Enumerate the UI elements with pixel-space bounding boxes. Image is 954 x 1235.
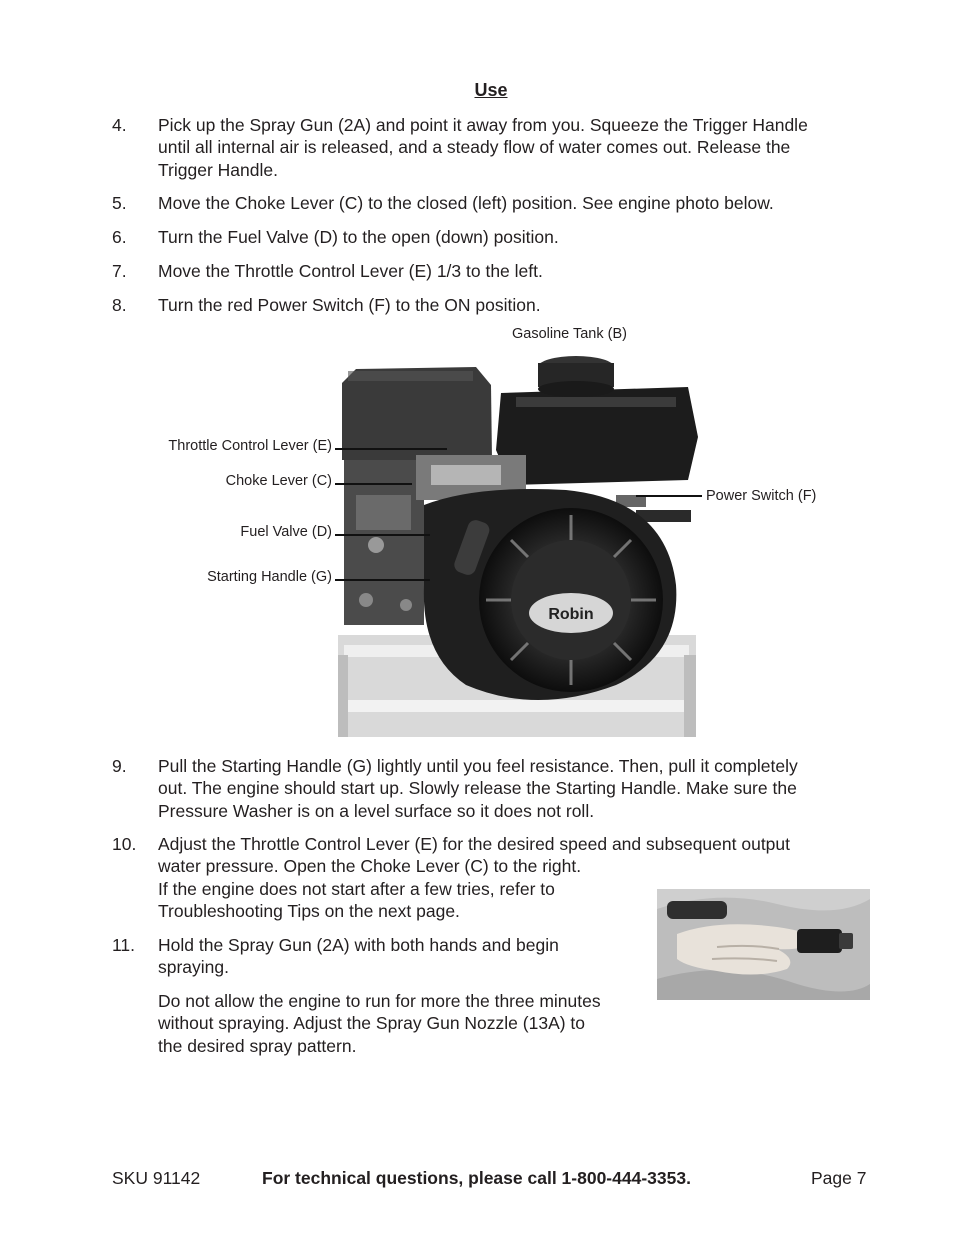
step-line: Turn the Fuel Valve (D) to the open (down) position. xyxy=(158,227,559,247)
step-line: Move the Throttle Control Lever (E) 1/3 to the left. xyxy=(158,261,543,281)
label-power-switch: Power Switch (F) xyxy=(706,488,817,504)
step-number: 7. xyxy=(112,261,127,281)
footer-contact: For technical questions, please call 1-800-444-3353. xyxy=(262,1168,691,1188)
step-line: Pressure Washer is on a level surface so it does not roll. xyxy=(158,800,595,821)
step-11-note xyxy=(112,990,642,1060)
label-gasoline-tank: Gasoline Tank (B) xyxy=(512,326,627,342)
section-title: Use xyxy=(474,80,508,100)
step-6 xyxy=(112,226,872,250)
step-7 xyxy=(112,260,872,284)
step-number: 9. xyxy=(112,756,127,776)
engine-photo xyxy=(336,355,700,740)
step-8 xyxy=(112,294,872,318)
step-number: 8. xyxy=(112,295,127,315)
step-line: Troubleshooting Tips on the next page. xyxy=(158,900,460,921)
step-line: If the engine does not start after a few tries, refer to xyxy=(158,878,555,899)
step-line: spraying. xyxy=(158,957,230,978)
note-line: Do not allow the engine to run for more the three minutes xyxy=(158,991,601,1011)
step-number: 4. xyxy=(112,115,127,135)
step-number: 5. xyxy=(112,193,127,213)
spray-gun-hand-photo xyxy=(657,889,870,1000)
step-line: Turn the red Power Switch (F) to the ON position. xyxy=(158,295,541,315)
step-number: 6. xyxy=(112,227,127,247)
step-4 xyxy=(112,114,872,184)
label-starting-handle: Starting Handle (G) xyxy=(207,569,332,585)
engine-brand-mark: Robin xyxy=(548,606,594,623)
step-line: out. The engine should start up. Slowly release the Starting Handle. Make sure the xyxy=(158,778,797,799)
footer-sku: SKU 91142 xyxy=(112,1168,201,1188)
footer-page-number: Page 7 xyxy=(811,1168,867,1188)
step-line: Adjust the Throttle Control Lever (E) for the desired speed and subsequent output xyxy=(158,834,791,854)
step-number: 11. xyxy=(112,935,136,955)
step-line: water pressure. Open the Choke Lever (C) to the right. xyxy=(158,856,582,877)
label-choke-lever: Choke Lever (C) xyxy=(225,473,332,489)
step-line: Pull the Starting Handle (G) lightly until you feel resistance. Then, pull it completely xyxy=(158,756,798,776)
step-5 xyxy=(112,192,872,216)
step-line: Hold the Spray Gun (2A) with both hands and begin xyxy=(158,935,559,955)
label-fuel-valve: Fuel Valve (D) xyxy=(240,524,332,540)
step-number: 10. xyxy=(112,834,137,854)
leader-line-power-switch xyxy=(636,495,702,497)
step-line: Pick up the Spray Gun (2A) and point it away from you. Squeeze the Trigger Handle xyxy=(158,115,808,135)
label-throttle-control-lever: Throttle Control Lever (E) xyxy=(168,438,332,454)
leader-line-throttle xyxy=(335,448,447,450)
leader-line-fuel-valve xyxy=(335,534,430,536)
step-line: until all internal air is released, and a steady flow of water comes out. Release the xyxy=(158,137,791,158)
leader-line-choke xyxy=(335,483,412,485)
step-9 xyxy=(112,755,872,825)
step-line: Trigger Handle. xyxy=(158,159,278,180)
step-11 xyxy=(112,934,632,982)
note-line: the desired spray pattern. xyxy=(158,1035,357,1056)
step-line: Move the Choke Lever (C) to the closed (left) position. See engine photo below. xyxy=(158,193,774,213)
note-line: without spraying. Adjust the Spray Gun Nozzle (13A) to xyxy=(158,1013,586,1034)
leader-line-starting-handle xyxy=(335,579,430,581)
